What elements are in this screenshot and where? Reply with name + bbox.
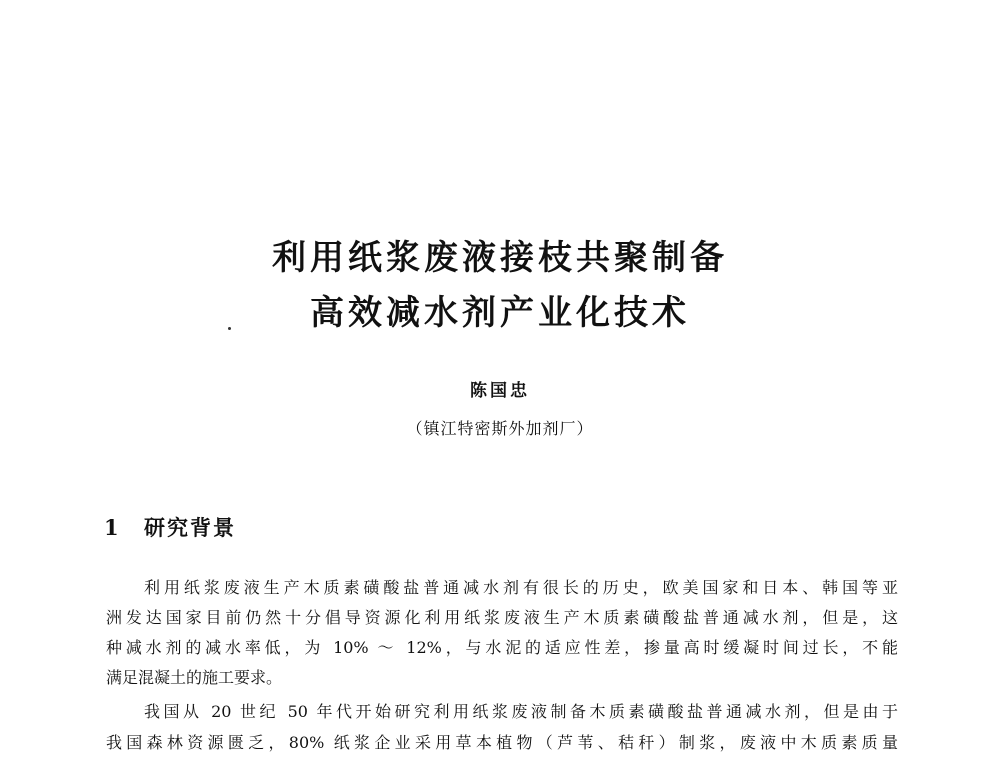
paragraph-1-line-1: 利用纸浆废液生产木质素磺酸盐普通减水剂有很长的历史，欧美国家和日本、韩国等亚 [144, 578, 898, 597]
paragraph-1-line-4: 满足混凝土的施工要求。 [106, 668, 283, 687]
paper-title-line-2: 高效减水剂产业化技术 [310, 293, 690, 333]
author-affiliation: （镇江特密斯外加剂厂） [406, 419, 594, 438]
paragraph-1-line-3: 种减水剂的减水率低，为 10% ～ 12%，与水泥的适应性差，掺量高时缓凝时间过长，不能 [106, 638, 898, 657]
section-heading [104, 512, 236, 542]
section-number: 1 [104, 515, 121, 540]
paragraph-2-line-1: 我国从 20 世纪 50 年代开始研究利用纸浆废液制备木质素磺酸盐普通减水剂，但是由于 [144, 702, 898, 721]
paragraph-2-line-2: 我国森林资源匮乏，80% 纸浆企业采用草本植物（芦苇、秸秆）制浆，废液中木质素质量 [106, 733, 898, 752]
paper-title-line-1: 利用纸浆废液接枝共聚制备 [272, 238, 728, 278]
author-name: 陈国忠 [470, 381, 530, 401]
paragraph-1-line-2: 洲发达国家目前仍然十分倡导资源化利用纸浆废液生产木质素磺酸盐普通减水剂，但是，这 [106, 608, 898, 627]
section-title: 研究背景 [144, 515, 236, 540]
scan-speck [228, 327, 231, 330]
